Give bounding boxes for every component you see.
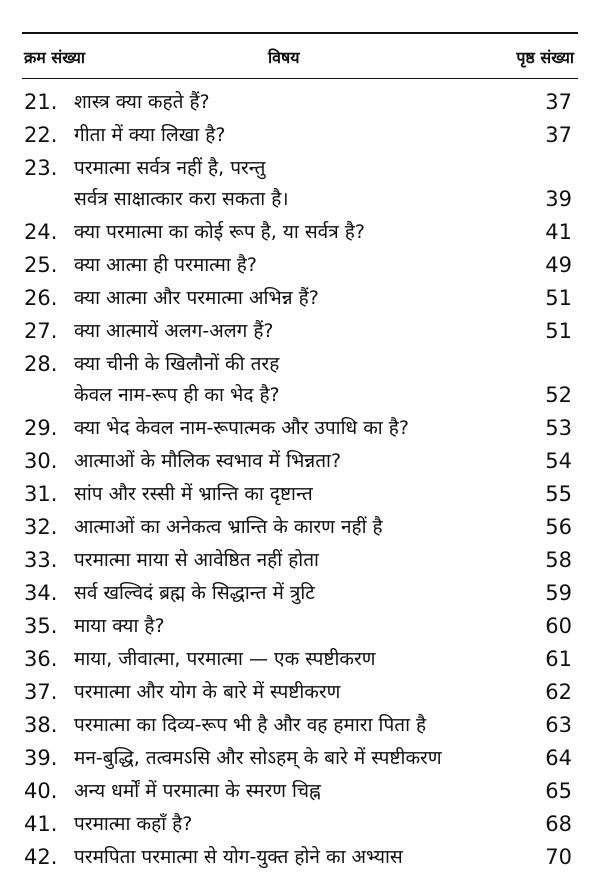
entry-page-number: 61 [545, 647, 572, 671]
entry-number: 22. [24, 123, 58, 147]
entry-number: 23. [24, 156, 58, 180]
entry-title: माया क्या है? [74, 615, 165, 637]
entry-number: 42. [24, 845, 58, 869]
entry-title: माया, जीवात्मा, परमात्मा — एक स्पष्टीकरण [74, 648, 376, 670]
entry-page-number: 41 [545, 220, 572, 244]
list-item [22, 412, 578, 445]
entry-page-number: 52 [545, 383, 572, 407]
list-item [22, 315, 578, 348]
entry-number: 29. [24, 416, 58, 440]
entry-title: क्या आत्मा और परमात्मा अभिन्न हैं? [74, 287, 319, 309]
list-item [22, 478, 578, 511]
entry-number: 33. [24, 548, 58, 572]
list-item [22, 86, 578, 119]
entry-number: 38. [24, 713, 58, 737]
entry-title: क्या आत्मायें अलग-अलग हैं? [74, 320, 274, 342]
list-item [22, 643, 578, 676]
entry-title: परमपिता परमात्मा से योग-युक्त होने का अभ्यास [74, 846, 403, 868]
entry-number: 41. [24, 812, 58, 836]
list-item [22, 610, 578, 643]
entry-title: परमात्मा सर्वत्र नहीं है, परन्तु [74, 157, 266, 179]
serial-number-heading: क्रम संख्या [24, 48, 86, 67]
entry-page-number: 62 [545, 680, 572, 704]
entry-title: आत्माओं के मौलिक स्वभाव में भिन्नता? [74, 450, 342, 472]
entry-page-number: 58 [545, 548, 572, 572]
entry-page-number: 37 [545, 123, 572, 147]
entry-title: अन्य धर्मों में परमात्मा के स्मरण चिह्न [74, 780, 321, 802]
entry-page-number: 51 [545, 286, 572, 310]
entry-page-number: 54 [545, 449, 572, 473]
list-item [22, 808, 578, 841]
entry-title: आत्माओं का अनेकत्व भ्रान्ति के कारण नहीं है [74, 516, 383, 538]
list-item [22, 676, 578, 709]
list-item [22, 709, 578, 742]
list-item [22, 119, 578, 152]
entry-number: 25. [24, 253, 58, 277]
entry-number: 27. [24, 319, 58, 343]
entry-title: शास्त्र क्या कहते हैं? [74, 91, 210, 113]
entry-page-number: 68 [545, 812, 572, 836]
top-rule [22, 32, 578, 34]
entry-title: परमात्मा और योग के बारे में स्पष्टीकरण [74, 681, 341, 703]
entry-number: 37. [24, 680, 58, 704]
entry-page-number: 59 [545, 581, 572, 605]
list-item [22, 282, 578, 315]
entry-page-number: 64 [545, 746, 572, 770]
list-item [22, 577, 578, 610]
header-rule [22, 78, 578, 79]
entry-number: 30. [24, 449, 58, 473]
contents-page [22, 0, 578, 869]
list-item [22, 216, 578, 249]
entry-number: 39. [24, 746, 58, 770]
entry-page-number: 65 [545, 779, 572, 803]
entry-page-number: 49 [545, 253, 572, 277]
entry-page-number: 39 [545, 187, 572, 211]
entry-page-number: 63 [545, 713, 572, 737]
entry-page-number: 53 [545, 416, 572, 440]
entry-number: 36. [24, 647, 58, 671]
list-item [22, 742, 578, 775]
list-item [22, 249, 578, 282]
list-item [22, 445, 578, 478]
entry-title: परमात्मा माया से आवेष्ठित नहीं होता [74, 549, 319, 571]
entry-title-continued: सर्वत्र साक्षात्कार करा सकता है। [74, 188, 289, 210]
entry-number: 40. [24, 779, 58, 803]
entry-title: क्या भेद केवल नाम-रूपात्मक और उपाधि का है? [74, 417, 409, 439]
list-item [22, 152, 578, 216]
entry-number: 24. [24, 220, 58, 244]
list-item [22, 775, 578, 808]
entry-title: क्या आत्मा ही परमात्मा है? [74, 254, 257, 276]
subject-heading: विषय [268, 48, 300, 67]
entry-title: मन-बुद्धि, तत्वमऽसि और सोऽहम् के बारे में स्पष्टीकरण [74, 747, 442, 769]
entry-title: क्या चीनी के खिलौनों की तरह [74, 353, 280, 375]
entry-number: 28. [24, 352, 58, 376]
entry-title: परमात्मा कहाँ है? [74, 813, 193, 835]
entry-title: सर्व खल्विदं ब्रह्म के सिद्धान्त में त्रुटि [74, 582, 315, 604]
entry-page-number: 56 [545, 515, 572, 539]
entry-number: 26. [24, 286, 58, 310]
entry-title: परमात्मा का दिव्य-रूप भी है और वह हमारा पिता है [74, 714, 427, 736]
contents-list [22, 86, 578, 874]
entry-page-number: 51 [545, 319, 572, 343]
list-item [22, 841, 578, 874]
entry-page-number: 55 [545, 482, 572, 506]
page-number-heading: पृष्ठ संख्या [516, 48, 574, 67]
entry-number: 31. [24, 482, 58, 506]
entry-number: 34. [24, 581, 58, 605]
entry-page-number: 60 [545, 614, 572, 638]
entry-page-number: 37 [545, 90, 572, 114]
entry-number: 35. [24, 614, 58, 638]
entry-title: गीता में क्या लिखा है? [74, 124, 226, 146]
list-item [22, 511, 578, 544]
entry-page-number: 70 [545, 845, 572, 869]
list-item [22, 348, 578, 412]
entry-title: क्या परमात्मा का कोई रूप है, या सर्वत्र है? [74, 221, 365, 243]
entry-number: 21. [24, 90, 58, 114]
entry-title: सांप और रस्सी में भ्रान्ति का दृष्टान्त [74, 483, 313, 505]
entry-title-continued: केवल नाम-रूप ही का भेद है? [74, 384, 280, 406]
entry-number: 32. [24, 515, 58, 539]
table-header [22, 46, 578, 70]
list-item [22, 544, 578, 577]
